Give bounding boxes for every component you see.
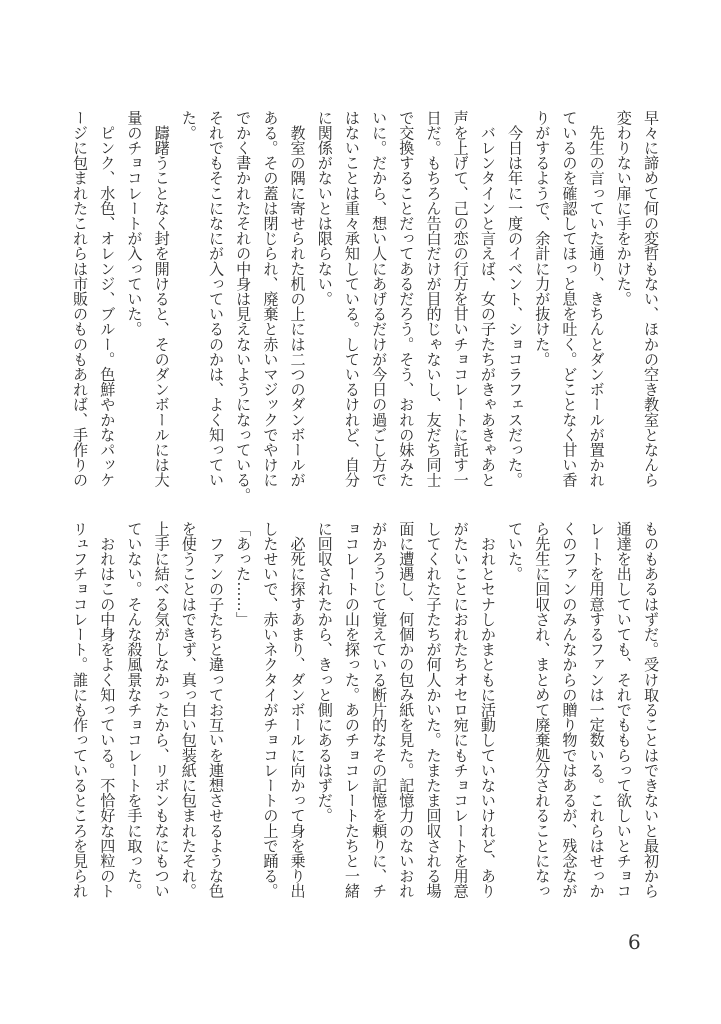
text-column: それでもそこになにが入っているのかは、よく知ってい xyxy=(207,110,225,488)
text-column: 必死に探すあまり、ダンボールに向かって身を乗り出 xyxy=(288,521,307,899)
text-column: 声を上げて、己の恋の行方を甘いチョコレートに託す一 xyxy=(451,110,470,488)
text-column: に関係がないとは限らない。 xyxy=(315,110,334,307)
text-column: してくれた子たちが何人かいた。たまたま回収される場 xyxy=(424,521,443,899)
text-column: いに。だから、想い人にあげるだけが今日の過ごし方で xyxy=(370,110,389,488)
text-column: りがするようで、余計に力が抜けた。 xyxy=(533,110,552,367)
page-number: 6 xyxy=(628,930,641,954)
text-column: 量のチョコレートが入っていた。 xyxy=(125,110,144,337)
text-column: ものもあるはずだ。受け取ることはできないと最初から xyxy=(642,521,660,899)
text-column: 今日は年に一度のイベント、ショコラフェスだった。 xyxy=(506,110,525,488)
text-block-bottom xyxy=(66,521,664,911)
text-column: 変わりない扉に手をかけた。 xyxy=(614,110,633,307)
text-column: 「あった……」 xyxy=(234,521,253,627)
text-column: レートを用意するファンは一定数いる。これらはせっか xyxy=(587,521,606,899)
text-column: 上手に結べる気がしなかったから、リボンもなにもつい xyxy=(152,521,171,899)
text-column: 日だ。もちろん告白だけが目的じゃないし、友だち同士 xyxy=(424,110,443,488)
text-column: ピンク、水色、オレンジ、ブルー。色鮮やかなパッケ xyxy=(98,110,117,488)
text-column: おれはこの中身をよく知っている。不恰好な四粒のト xyxy=(98,521,117,899)
text-column: リュフチョコレート。誰にも作っているところを見られ xyxy=(71,521,90,899)
text-column: ていない。そんな殺風景なチョコレートを手に取った。 xyxy=(125,521,144,899)
text-column: 教室の隅に寄せられた机の上には二つのダンボールが xyxy=(288,110,307,488)
text-column: で交換することだってあるだろう。そう、おれの妹みた xyxy=(397,110,416,488)
text-column: 先生の言っていた通り、きちんとダンボールが置かれ xyxy=(587,110,606,488)
text-column: ファンの子たちと違ってお互いを連想させるような色 xyxy=(207,521,225,899)
text-column: バレンタインと言えば、女の子たちがきゃあきゃあと xyxy=(478,110,497,488)
text-column: くのファンのみんなからの贈り物ではあるが、残念なが xyxy=(560,521,579,899)
text-column: に回収されたから、きっと側にあるはずだ。 xyxy=(315,521,334,823)
text-block-top xyxy=(66,110,664,503)
text-column: を使うことはできず、真っ白い包装紙に包まれたそれ。 xyxy=(179,521,198,899)
text-column: がたいことにおれたちオセロ宛にもチョコレートを用意 xyxy=(451,521,470,899)
text-column: したせいで、赤いネクタイがチョコレートの上で踊る。 xyxy=(261,521,280,899)
text-column: 面に遭遇し、何個かの包み紙を見た。記憶力のないおれ xyxy=(397,521,416,899)
text-column: おれとセナしかまともに活動していないけれど、あり xyxy=(478,521,497,899)
text-column: ージに包まれたこれらは市販のものもあれば、手作りの xyxy=(71,110,90,488)
text-column: 通達を出していても、それでももらって欲しいとチョコ xyxy=(614,521,633,899)
text-column: はないことは重々承知している。しているけれど、自分 xyxy=(342,110,361,488)
text-column: 躊躇うことなく封を開けると、そのダンボールには大 xyxy=(152,110,171,488)
text-column: ある。その蓋は閉じられ、廃棄と赤いマジックでやけに xyxy=(261,110,280,488)
text-column: ていた。 xyxy=(506,521,525,582)
text-column: 早々に諦めて何の変哲もない、ほかの空き教室となんら xyxy=(642,110,660,488)
text-column: ているのを確認してほっと息を吐く。どことなく甘い香 xyxy=(560,110,579,488)
text-column: た。 xyxy=(179,110,198,141)
text-column: ら先生に回収され、まとめて廃棄処分されることになっ xyxy=(533,521,552,899)
text-column: でかく書かれたそれの中身は見えないようになっている。 xyxy=(234,110,253,503)
text-column: ョコレートの山を探った。あのチョコレートたちと一緒 xyxy=(342,521,361,899)
text-column: がかろうじて覚えている断片的なその記憶を頼りに、チ xyxy=(370,521,389,899)
